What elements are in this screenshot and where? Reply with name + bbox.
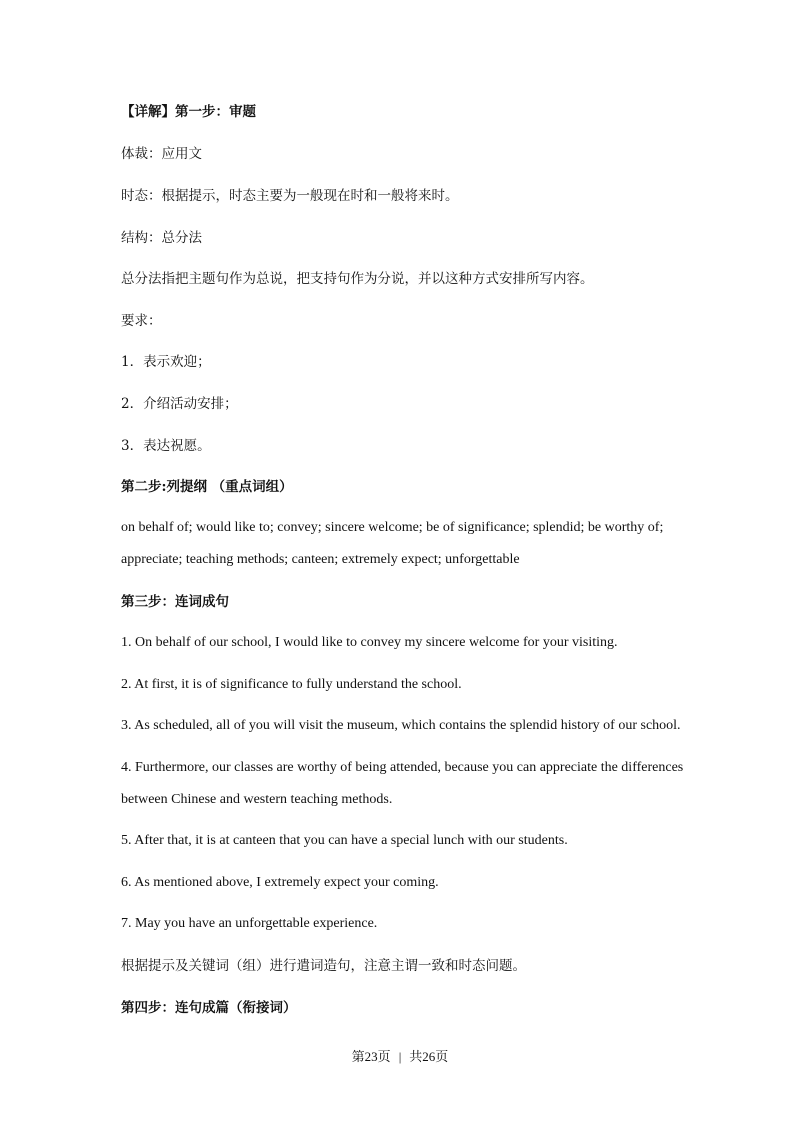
requirements-label: 要求： — [121, 313, 162, 329]
step4-heading: 第四步：连句成篇（衔接词） — [121, 1000, 297, 1016]
genre-line: 体裁：应用文 — [121, 146, 202, 162]
requirement-item-3: 3．表达祝愿。 — [121, 438, 211, 454]
footer-separator: | — [398, 1049, 402, 1064]
structure-explanation: 总分法指把主题句作为总说，把支持句作为分说，并以这种方式安排所写内容。 — [121, 271, 594, 287]
sentence-6: 6. As mentioned above, I extremely expect your coming. — [121, 875, 439, 890]
structure-line: 结构：总分法 — [121, 230, 202, 246]
page-footer — [0, 1046, 800, 1065]
sentence-3: 3. As scheduled, all of you will visit the museum, which contains the splendid history of our school. — [121, 718, 681, 733]
sentence-note: 根据提示及关键词（组）进行遣词造句，注意主谓一致和时态问题。 — [121, 958, 526, 974]
sentence-7: 7. May you have an unforgettable experience. — [121, 916, 378, 931]
sentence-5: 5. After that, it is at canteen that you can have a special lunch with our students. — [121, 833, 568, 848]
page-number: 第23页 — [351, 1049, 391, 1064]
key-phrases-line-1: on behalf of; would like to; convey; sincere welcome; be of significance; splendid; be worthy of; — [121, 520, 664, 535]
sentence-4-part-2: between Chinese and western teaching methods. — [121, 792, 393, 807]
key-phrases-line-2: appreciate; teaching methods; canteen; extremely expect; unforgettable — [121, 552, 520, 567]
step2-heading: 第二步:列提纲 （重点词组） — [121, 479, 293, 495]
requirement-item-1: 1．表示欢迎； — [121, 354, 211, 370]
tense-line: 时态：根据提示，时态主要为一般现在时和一般将来时。 — [121, 188, 459, 204]
sentence-4-part-1: 4. Furthermore, our classes are worthy of being attended, because you can appreciate the differences — [121, 760, 684, 775]
requirement-item-2: 2．介绍活动安排； — [121, 396, 238, 412]
total-pages: 共26页 — [409, 1049, 449, 1064]
sentence-2: 2. At first, it is of significance to fully understand the school. — [121, 677, 462, 692]
sentence-1: 1. On behalf of our school, I would like to convey my sincere welcome for your visiting. — [121, 635, 618, 650]
step1-heading: 【详解】第一步：审题 — [121, 104, 256, 120]
step3-heading: 第三步：连词成句 — [121, 594, 229, 610]
